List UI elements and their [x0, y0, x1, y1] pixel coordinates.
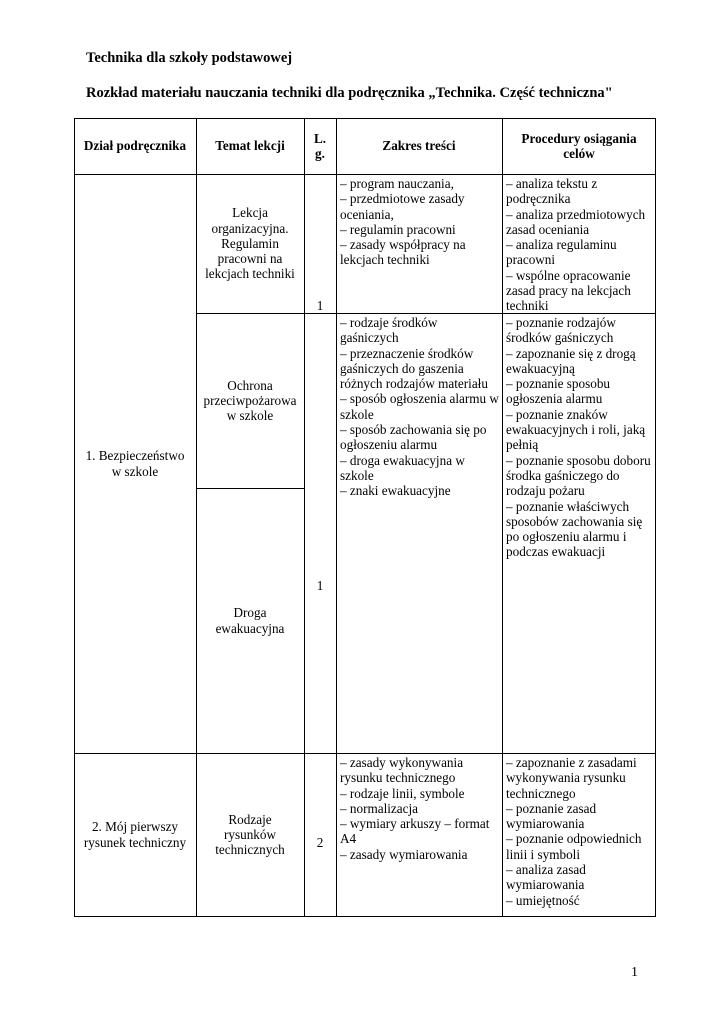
lesson-lg: 1: [316, 298, 324, 314]
lesson-temat: Lekcja organizacyjna. Regulamin pracowni na lekcjach techniki: [205, 205, 295, 282]
lesson-temat-2: Droga ewakuacyjna: [215, 605, 285, 636]
list-item: – zasady wymiarowania: [340, 846, 468, 862]
header-temat: Temat lekcji: [215, 138, 285, 154]
lesson-temat: Ochrona przeciwpożarowa w szkole: [203, 377, 297, 424]
list-item: – analiza przedmiotowych zasad oceniania: [506, 206, 646, 237]
curriculum-table: [74, 118, 656, 917]
lesson-temat: Rodzaje rysunków technicznych: [215, 811, 285, 858]
list-item: – znaki ewakuacyjne: [340, 483, 451, 499]
list-item: – zapoznanie z zasadami wykonywania rysunku technicznego: [506, 755, 637, 801]
document-title: Technika dla szkoły podstawowej: [86, 50, 293, 66]
list-item: – program nauczania,: [340, 176, 454, 191]
list-item: – umiejętność: [506, 892, 580, 908]
list-item: – zapoznanie się z drogą ewakuacyjną: [506, 345, 636, 376]
list-item: – rodzaje środków gaśniczych: [340, 315, 438, 346]
list-item: – normalizacja: [340, 800, 418, 816]
list-item: – przeznaczenie środków gaśniczych do gaszenia różnych rodzajów materiału: [340, 345, 488, 392]
page-number: 1: [631, 965, 638, 980]
lesson-lg: 2: [316, 834, 324, 850]
lesson-zakres: [336, 313, 502, 753]
list-item: – poznanie rodzajów środków gaśniczych: [506, 315, 616, 346]
header-lg: L. g.: [313, 130, 327, 161]
list-item: – poznanie właściwych sposobów zachowania się po ogłoszeniu alarmu i podczas ewakuacji: [506, 498, 643, 560]
list-item: – analiza tekstu z podręcznika: [506, 176, 598, 207]
document-subtitle: Rozkład materiału nauczania techniki dla podręcznika „Technika. Część techniczna": [86, 85, 613, 101]
list-item: – sposób zachowania się po ogłoszeniu alarmu: [340, 422, 487, 453]
lesson-zakres: [336, 174, 502, 313]
list-item: – przedmiotowe zasady oceniania,: [340, 191, 465, 222]
table-border-bottom: [74, 916, 656, 917]
list-item: – poznanie sposobu ogłoszenia alarmu: [506, 376, 611, 407]
list-item: – poznanie sposobu doboru środka gaśniczego do rodzaju pożaru: [506, 452, 651, 499]
list-item: – poznanie zasad wymiarowania: [506, 800, 597, 832]
lesson-procedury: [502, 753, 656, 916]
section-dzial-2: 2. Mój pierwszy rysunek techniczny: [83, 819, 187, 850]
list-item: – wymiary arkuszy – format A4: [340, 816, 490, 847]
lesson-procedury: [502, 174, 656, 313]
list-item: – regulamin pracowni: [340, 221, 456, 237]
list-item: – analiza zasad wymiarowania: [506, 862, 586, 893]
lesson-zakres: [336, 753, 502, 916]
section-dzial-1: 1. Bezpieczeństwo w szkole: [85, 448, 185, 479]
list-item: – poznanie odpowiednich linii i symboli: [506, 831, 642, 862]
list-item: – sposób ogłoszenia alarmu w szkole: [340, 391, 499, 422]
list-item: – zasady wykonywania rysunku technicznego: [340, 755, 464, 786]
list-item: – rodzaje linii, symbole: [340, 785, 465, 801]
list-item: – zasady współpracy na lekcjach techniki: [340, 237, 466, 268]
header-zakres: Zakres treści: [382, 138, 456, 154]
list-item: – analiza regulaminu pracowni: [506, 237, 617, 268]
list-item: – poznanie znaków ewakuacyjnych i roli, jaką pełnią: [506, 406, 646, 453]
list-item: – wspólne opracowanie zasad pracy na lekcjach techniki: [506, 267, 631, 314]
header-dzial: Dział podręcznika: [83, 138, 187, 154]
lesson-lg: 1: [316, 577, 324, 593]
list-item: – droga ewakuacyjna w szkole: [340, 452, 465, 483]
header-procedury: Procedury osiągania celów: [521, 130, 637, 161]
lesson-procedury: [502, 313, 656, 753]
